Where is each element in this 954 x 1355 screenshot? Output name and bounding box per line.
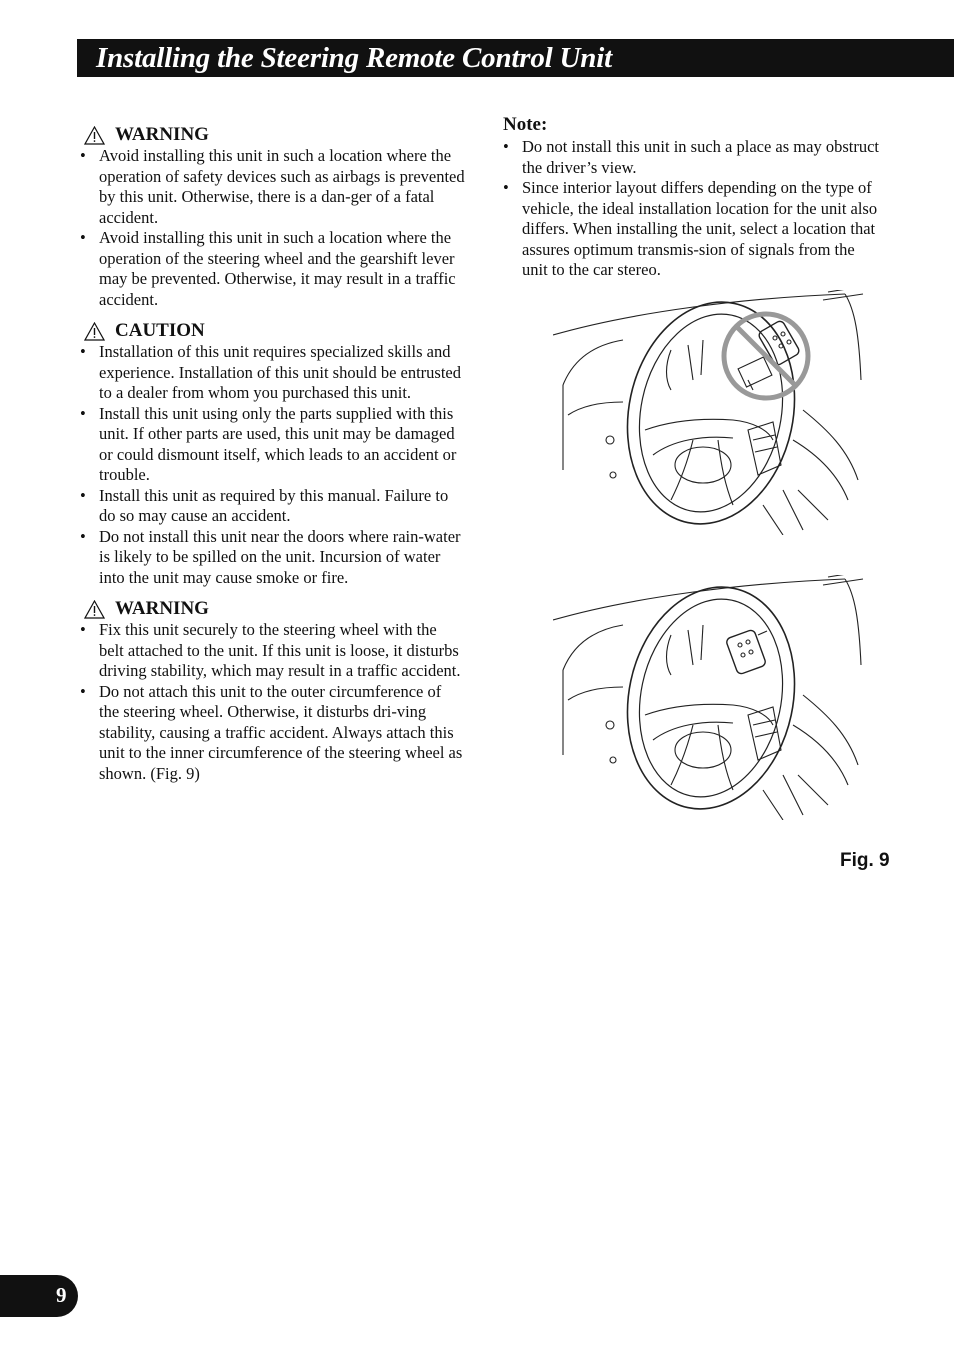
- list-item: • Do not install this unit in such a place as may obstruct the driver’s view.: [503, 137, 883, 178]
- note-title: Note:: [503, 114, 548, 135]
- list-item: • Installation of this unit requires specialized skills and experience. Installation of this unit should be entrusted to a dealer from whom you purchased this unit.: [80, 342, 465, 404]
- caution-section: [80, 320, 465, 588]
- list-item: • Install this unit using only the parts supplied with this unit. If other parts are used, this unit may be damaged or could dismount itself, which leads to an accident or trouble.: [80, 404, 465, 486]
- warning-section-1: [80, 124, 465, 310]
- list-item: • Do not install this unit near the doors where rain-water is likely to be spilled on the unit. Incursion of water into the unit may cause smoke or fire.: [80, 527, 465, 589]
- warning-list-2: [80, 620, 465, 784]
- list-item: • Avoid installing this unit in such a location where the operation of the steering wheel and the gearshift lever may be prevented. Otherwise, it may result in a traffic accident.: [80, 228, 465, 310]
- figure-label: Fig. 9: [840, 850, 890, 871]
- caution-title: CAUTION: [115, 320, 205, 341]
- page-number: 9: [56, 1283, 67, 1307]
- note-list: [503, 137, 883, 281]
- right-column: [503, 114, 883, 281]
- caution-list: [80, 342, 465, 588]
- page-number-tab: [0, 1275, 78, 1317]
- left-column: [80, 124, 465, 794]
- list-item: • Install this unit as required by this manual. Failure to do so may cause an accident.: [80, 486, 465, 527]
- page-title: Installing the Steering Remote Control Unit: [96, 42, 612, 74]
- list-item: • Avoid installing this unit in such a location where the operation of safety devices such as airbags is prevented by this unit. Otherwise, there is a dan-ger of a fatal accident.: [80, 146, 465, 228]
- caution-heading: [84, 320, 465, 342]
- incorrect-installation-illustration: [553, 290, 873, 535]
- warning-title-2: WARNING: [115, 598, 209, 619]
- warning-heading-1: [84, 124, 465, 146]
- warning-triangle-icon: [84, 600, 105, 619]
- list-item: • Do not attach this unit to the outer circumference of the steering wheel. Otherwise, it disturbs dri-ving stability, causing a traffic accident. Always attach this unit to the inner circumference of the steering wheel as shown. (Fig. 9): [80, 682, 465, 785]
- list-item: • Since interior layout differs depending on the type of vehicle, the ideal installation location for the unit also differs. When installing the unit, select a location that assures optimum transmis-sion of signals from the unit to the car stereo.: [503, 178, 883, 281]
- caution-triangle-icon: [84, 322, 105, 341]
- warning-triangle-icon: [84, 126, 105, 145]
- page-header: [77, 39, 954, 77]
- correct-installation-illustration: [553, 575, 873, 820]
- warning-title-1: WARNING: [115, 124, 209, 145]
- warning-section-2: [80, 598, 465, 784]
- list-item: • Fix this unit securely to the steering wheel with the belt attached to the unit. If this unit is loose, it disturbs driving stability, which may result in a traffic accident.: [80, 620, 465, 682]
- warning-heading-2: [84, 598, 465, 620]
- warning-list-1: [80, 146, 465, 310]
